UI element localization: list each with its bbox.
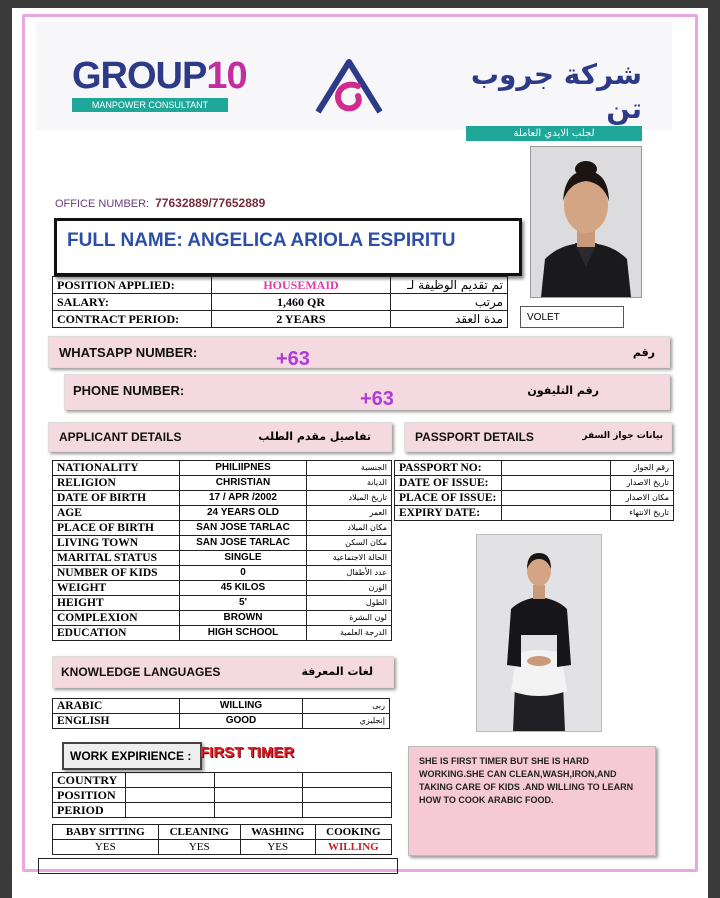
table-row xyxy=(395,506,674,521)
experience-cell xyxy=(214,773,303,788)
experience-cell xyxy=(303,803,392,818)
skill-value: WILLING xyxy=(315,840,391,855)
field-label-ar: تاريخ الانتهاء xyxy=(611,506,674,521)
language-label-ar: إنجليزي xyxy=(303,714,390,729)
table-row xyxy=(53,566,392,581)
table-row xyxy=(53,788,392,803)
field-label-ar: تاريخ الاصدار xyxy=(611,476,674,491)
table-row xyxy=(53,521,392,536)
field-label: NUMBER OF KIDS xyxy=(53,566,180,581)
logo-main: GROUP xyxy=(72,55,207,97)
field-label: AGE xyxy=(53,506,180,521)
logo-subtitle: MANPOWER CONSULTANT xyxy=(72,98,228,112)
table-row: CONTRACT PERIOD: 2 YEARS مدة العقد xyxy=(53,311,508,328)
field-value: CHRISTIAN xyxy=(180,476,307,491)
remarks-note: SHE IS FIRST TIMER BUT SHE IS HARD WORKING.SHE CAN CLEAN,WASH,IRON,AND TAKING CARE OF KIDS .AND WILLING TO LEARN HOW TO COOK ARABIC FOOD. xyxy=(408,746,656,856)
table-row xyxy=(53,626,392,641)
field-label-ar: مكان الاصدار xyxy=(611,491,674,506)
work-experience-value: FIRST TIMER xyxy=(200,744,295,761)
table-row xyxy=(395,491,674,506)
table-row xyxy=(53,581,392,596)
full-name-box xyxy=(54,218,522,276)
table-row xyxy=(53,596,392,611)
experience-cell xyxy=(303,773,392,788)
field-value: SAN JOSE TARLAC xyxy=(180,536,307,551)
applicant-table xyxy=(52,460,392,641)
field-value: 0 xyxy=(180,566,307,581)
field-label: EXPIRY DATE: xyxy=(395,506,502,521)
field-value: HIGH SCHOOL xyxy=(180,626,307,641)
skill-label: WASHING xyxy=(240,825,315,840)
field-label-ar: العمر xyxy=(307,506,392,521)
field-label: DATE OF ISSUE: xyxy=(395,476,502,491)
field-label-ar: عدد الأطفال xyxy=(307,566,392,581)
work-experience-label: WORK EXPIRIENCE : xyxy=(70,749,192,763)
experience-label: POSITION xyxy=(53,788,126,803)
office-value: 77632889/77652889 xyxy=(155,196,266,210)
field-label-ar: لون البشرة xyxy=(307,611,392,626)
table-row xyxy=(53,803,392,818)
table-row xyxy=(53,840,392,855)
field-value: 17 / APR /2002 xyxy=(180,491,307,506)
phone-value: +63 xyxy=(360,388,394,410)
field-label: PASSPORT NO: xyxy=(395,461,502,476)
signature-line xyxy=(38,858,398,874)
table-row xyxy=(395,461,674,476)
languages-table xyxy=(52,698,390,729)
group10-logo xyxy=(72,56,247,112)
whatsapp-label: WHATSAPP NUMBER: xyxy=(59,345,198,360)
language-level: GOOD xyxy=(180,714,303,729)
skill-value: YES xyxy=(240,840,315,855)
applicant-details-bar: APPLICANT DETAILS تفاصيل مقدم الطلب xyxy=(48,422,392,452)
field-label: EDUCATION xyxy=(53,626,180,641)
position-table xyxy=(52,276,508,328)
table-row: SALARY: 1,460 QR مرتب xyxy=(53,294,508,311)
field-label: COMPLEXION xyxy=(53,611,180,626)
language-label: ARABIC xyxy=(53,699,180,714)
language-label: ENGLISH xyxy=(53,714,180,729)
whatsapp-ar: رقم xyxy=(632,346,655,359)
experience-cell xyxy=(126,803,215,818)
phone-label: PHONE NUMBER: xyxy=(73,383,185,398)
field-value: 45 KILOS xyxy=(180,581,307,596)
field-value xyxy=(502,476,611,491)
passport-table xyxy=(394,460,674,521)
table-header xyxy=(53,825,392,840)
language-label-ar: ربى xyxy=(303,699,390,714)
portrait-photo xyxy=(530,146,642,298)
table-row xyxy=(53,476,392,491)
field-label-ar: مكان السكن xyxy=(307,536,392,551)
field-value: 24 YEARS OLD xyxy=(180,506,307,521)
office-label: OFFICE NUMBER: xyxy=(55,198,150,210)
field-label-ar: رقم الجواز xyxy=(611,461,674,476)
field-label-ar: الوزن xyxy=(307,581,392,596)
field-label: PLACE OF ISSUE: xyxy=(395,491,502,506)
field-label: RELIGION xyxy=(53,476,180,491)
field-value: BROWN xyxy=(180,611,307,626)
field-value: SAN JOSE TARLAC xyxy=(180,521,307,536)
experience-cell xyxy=(214,803,303,818)
experience-label: PERIOD xyxy=(53,803,126,818)
field-label: WEIGHT xyxy=(53,581,180,596)
table-row xyxy=(53,611,392,626)
experience-cell xyxy=(214,788,303,803)
field-label-ar: تاريخ الميلاد xyxy=(307,491,392,506)
field-label-ar: الجنسية xyxy=(307,461,392,476)
field-value: SINGLE xyxy=(180,551,307,566)
work-experience-bar xyxy=(62,742,202,770)
skill-label: BABY SITTING xyxy=(53,825,159,840)
logo-number: 10 xyxy=(206,55,247,97)
languages-bar: KNOWLEDGE LANGUAGES لغات المعرفة xyxy=(52,656,394,688)
field-label: PLACE OF BIRTH xyxy=(53,521,180,536)
field-label: DATE OF BIRTH xyxy=(53,491,180,506)
whatsapp-bar xyxy=(48,336,670,368)
arabic-logo-subtitle: لجلب الايدي العاملة xyxy=(466,126,642,141)
arabic-logo xyxy=(466,58,642,141)
field-label: LIVING TOWN xyxy=(53,536,180,551)
field-label-ar: الطول xyxy=(307,596,392,611)
skill-value: YES xyxy=(53,840,159,855)
experience-cell xyxy=(126,788,215,803)
experience-table xyxy=(52,772,392,818)
table-row xyxy=(53,536,392,551)
table-row xyxy=(53,461,392,476)
field-label-ar: مكان الميلاد xyxy=(307,521,392,536)
field-label-ar: الديانة xyxy=(307,476,392,491)
field-value: PHILIIPNES xyxy=(180,461,307,476)
field-label-ar: الدرجة العلمية xyxy=(307,626,392,641)
phone-ar: رقم التليفون xyxy=(527,384,599,397)
company-emblem-icon xyxy=(312,56,386,120)
table-row xyxy=(53,699,390,714)
table-row xyxy=(53,714,390,729)
table-row xyxy=(53,551,392,566)
field-value xyxy=(502,506,611,521)
volet-box: VOLET xyxy=(520,306,624,328)
full-body-photo xyxy=(476,534,602,732)
field-label: MARITAL STATUS xyxy=(53,551,180,566)
skill-label: CLEANING xyxy=(158,825,240,840)
field-label: HEIGHT xyxy=(53,596,180,611)
passport-details-bar: PASSPORT DETAILS بيانات جواز السفر xyxy=(404,422,672,452)
experience-cell xyxy=(303,788,392,803)
office-number xyxy=(55,196,265,210)
table-row: POSITION APPLIED: HOUSEMAID تم تقديم الوظيفة لـ xyxy=(53,277,508,294)
arabic-logo-main: شركة جروب تن xyxy=(470,58,642,125)
field-label-ar: الحالة الاجتماعية xyxy=(307,551,392,566)
field-value xyxy=(502,461,611,476)
experience-cell xyxy=(126,773,215,788)
language-level: WILLING xyxy=(180,699,303,714)
whatsapp-value: +63 xyxy=(276,348,310,370)
experience-label: COUNTRY xyxy=(53,773,126,788)
full-name: FULL NAME: ANGELICA ARIOLA ESPIRITU xyxy=(67,230,456,251)
skill-value: YES xyxy=(158,840,240,855)
field-label: NATIONALITY xyxy=(53,461,180,476)
table-row xyxy=(395,476,674,491)
field-value: 5' xyxy=(180,596,307,611)
skill-label: COOKING xyxy=(315,825,391,840)
table-row xyxy=(53,506,392,521)
skills-table xyxy=(52,824,392,855)
table-row xyxy=(53,491,392,506)
table-row xyxy=(53,773,392,788)
field-value xyxy=(502,491,611,506)
